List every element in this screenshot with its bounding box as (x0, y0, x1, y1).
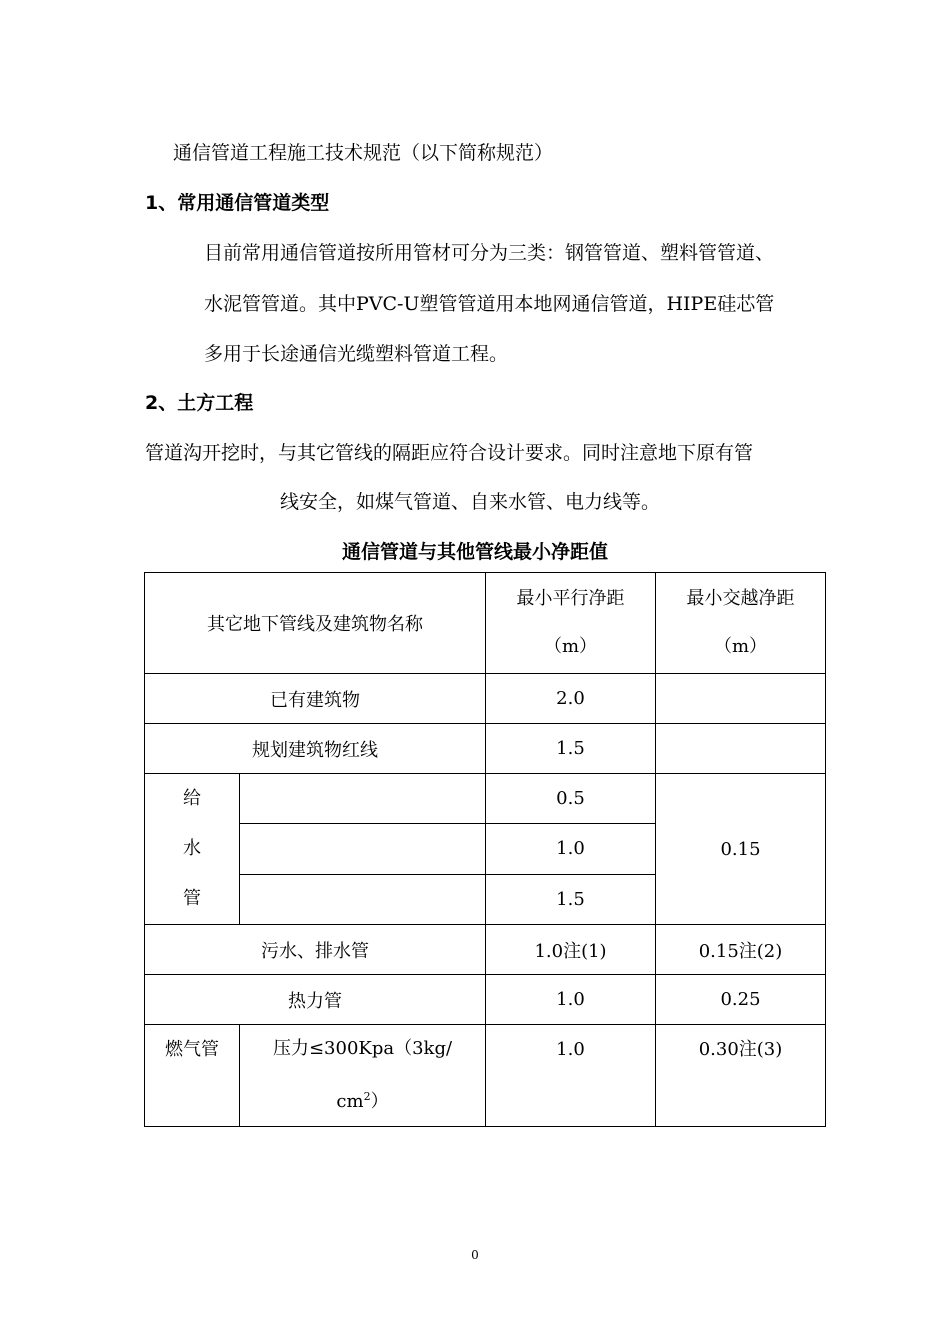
cell-sub-name (240, 824, 486, 874)
condition-unit: cm (336, 1091, 364, 1112)
page-number: 0 (471, 1248, 479, 1262)
cell-condition (240, 1025, 486, 1127)
section-2-heading: 2、土方工程 (145, 392, 254, 414)
table-row (145, 1025, 826, 1127)
header-parallel (486, 573, 656, 674)
cell-name: 热力管 (145, 975, 486, 1025)
cell-parallel: 2.0 (486, 674, 656, 724)
header-cross (656, 573, 826, 674)
cell-cross: 0.15注(2) (656, 925, 826, 975)
water-char-1: 给 (183, 788, 201, 809)
cell-sub-name (240, 874, 486, 924)
cell-cross (656, 724, 826, 774)
condition-line-1: 压力≤300Kpa（3kg/ (272, 1038, 453, 1059)
section-1-line-1: 目前常用通信管道按所用管材可分为三类：钢管管道、塑料管管道、 (204, 242, 775, 264)
cell-name: 已有建筑物 (145, 674, 486, 724)
cell-name: 污水、排水管 (145, 925, 486, 975)
water-char-3: 管 (183, 888, 201, 909)
cell-name: 规划建筑物红线 (145, 724, 486, 774)
table-row (145, 674, 826, 724)
cell-cross (656, 674, 826, 724)
header-parallel-label: 最小平行净距 (516, 588, 625, 609)
condition-line-2 (240, 1073, 485, 1126)
header-cross-label: 最小交越净距 (686, 588, 795, 609)
cell-parallel: 1.0 (486, 824, 656, 874)
table-caption: 通信管道与其他管线最小净距值 (341, 541, 608, 563)
table-row (145, 925, 826, 975)
cell-cross: 0.15 (656, 774, 826, 925)
cell-parallel: 1.0 (486, 975, 656, 1025)
cell-cross: 0.30注(3) (656, 1025, 826, 1127)
intro-paragraph: 通信管道工程施工技术规范（以下简称规范） (173, 142, 554, 164)
header-cross-unit: （m） (713, 636, 768, 657)
condition-close: ） (370, 1091, 389, 1112)
section-2-line-2: 线安全，如煤气管道、自来水管、电力线等。 (280, 491, 661, 513)
cell-parallel: 1.0注(1) (486, 925, 656, 975)
cell-parallel: 1.5 (486, 874, 656, 924)
table-row (145, 774, 826, 824)
table-row (145, 975, 826, 1025)
header-parallel-unit: （m） (543, 636, 598, 657)
cell-sub-name (240, 774, 486, 824)
section-1-line-3: 多用于长途通信光缆塑料管道工程。 (204, 343, 509, 365)
water-char-2: 水 (183, 838, 201, 859)
cell-parallel: 1.5 (486, 724, 656, 774)
table-row (145, 724, 826, 774)
cell-cross: 0.25 (656, 975, 826, 1025)
condition-superscript: 2 (363, 1090, 371, 1103)
cell-name: 燃气管 (145, 1025, 240, 1127)
table-header-row (145, 573, 826, 674)
header-name: 其它地下管线及建筑物名称 (145, 573, 486, 674)
water-pipe-label (145, 774, 240, 925)
section-2-line-1: 管道沟开挖时，与其它管线的隔距应符合设计要求。同时注意地下原有管 (145, 442, 754, 464)
section-1-line-2: 水泥管管道。其中PVC-U塑管管道用本地网通信管道，HIPE硅芯管 (204, 293, 775, 315)
cell-parallel: 0.5 (486, 774, 656, 824)
cell-parallel: 1.0 (486, 1025, 656, 1127)
clearance-table (144, 572, 826, 1127)
section-1-heading: 1、常用通信管道类型 (145, 192, 330, 214)
